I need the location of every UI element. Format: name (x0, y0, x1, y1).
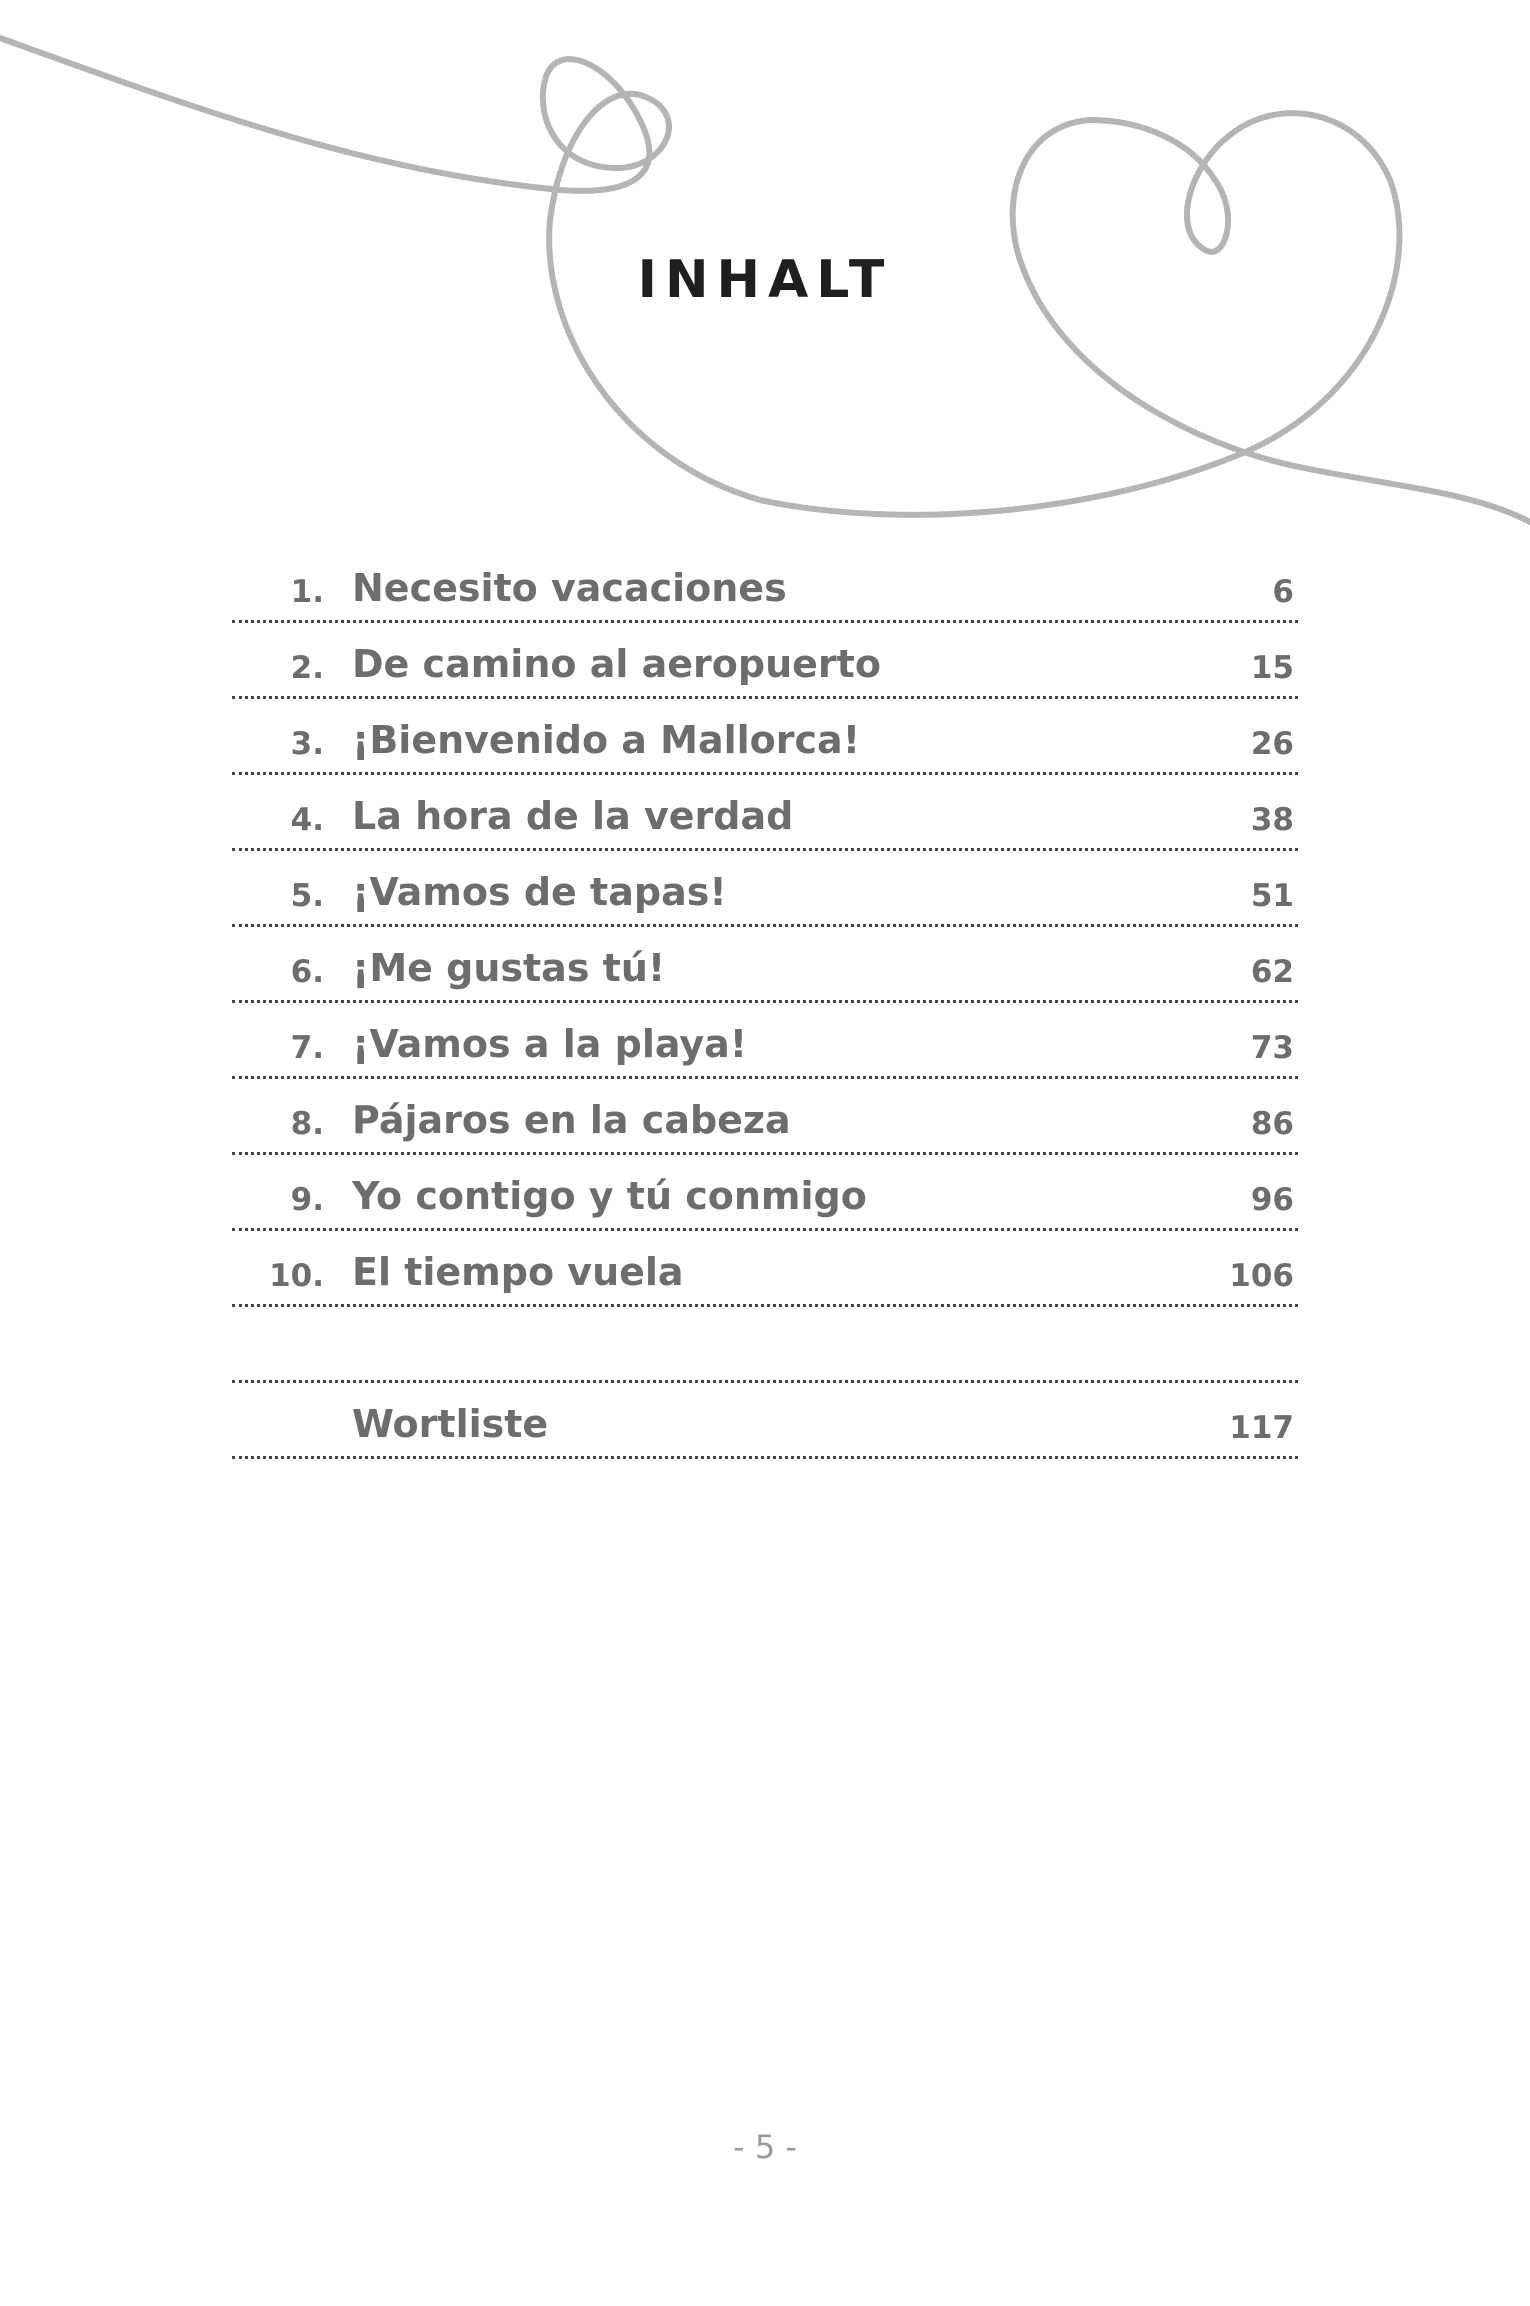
toc-spacer-row (232, 1307, 1298, 1383)
page-number: 26 (1250, 726, 1294, 762)
chapter-title: Pájaros en la cabeza (352, 1098, 791, 1142)
toc-row[interactable] (232, 1079, 1298, 1155)
toc-row[interactable] (232, 1003, 1298, 1079)
toc-row[interactable] (232, 775, 1298, 851)
toc-row[interactable] (232, 1231, 1298, 1307)
chapter-title: ¡Bienvenido a Mallorca! (352, 718, 861, 762)
page-number: 51 (1250, 878, 1294, 914)
page-number: 73 (1250, 1030, 1294, 1066)
chapter-number: 6. (290, 954, 324, 990)
toc-row[interactable] (232, 547, 1298, 623)
page-number: 15 (1250, 650, 1294, 686)
page-number: 96 (1250, 1182, 1294, 1218)
page-number: 86 (1250, 1106, 1294, 1142)
chapter-number: 9. (290, 1182, 324, 1218)
page-number: 62 (1250, 954, 1294, 990)
toc-row[interactable] (232, 851, 1298, 927)
chapter-number: 2. (290, 650, 324, 686)
page-footer-number: - 5 - (733, 2128, 797, 2166)
table-of-contents (232, 547, 1298, 1459)
toc-row-wortliste[interactable] (232, 1383, 1298, 1459)
chapter-number: 3. (290, 726, 324, 762)
appendix-title: Wortliste (352, 1402, 549, 1446)
page-number: 38 (1250, 802, 1294, 838)
chapter-title: La hora de la verdad (352, 794, 794, 838)
chapter-number: 7. (290, 1030, 324, 1066)
toc-row[interactable] (232, 1155, 1298, 1231)
chapter-title: ¡Vamos de tapas! (352, 870, 727, 914)
toc-row[interactable] (232, 927, 1298, 1003)
chapter-number: 1. (290, 574, 324, 610)
chapter-number: 10. (269, 1258, 324, 1294)
chapter-title: Yo contigo y tú conmigo (352, 1174, 867, 1218)
toc-row[interactable] (232, 699, 1298, 775)
page-number: 6 (1272, 574, 1294, 610)
chapter-title: De camino al aeropuerto (352, 642, 881, 686)
chapter-title: Necesito vacaciones (352, 566, 787, 610)
toc-row[interactable] (232, 623, 1298, 699)
chapter-title: ¡Vamos a la playa! (352, 1022, 748, 1066)
chapter-number: 4. (290, 802, 324, 838)
chapter-number: 8. (290, 1106, 324, 1142)
page-number: 117 (1229, 1410, 1294, 1446)
toc-heading: INHALT (637, 250, 893, 310)
chapter-title: ¡Me gustas tú! (352, 946, 666, 990)
chapter-number: 5. (290, 878, 324, 914)
chapter-title: El tiempo vuela (352, 1250, 684, 1294)
page-number: 106 (1229, 1258, 1294, 1294)
